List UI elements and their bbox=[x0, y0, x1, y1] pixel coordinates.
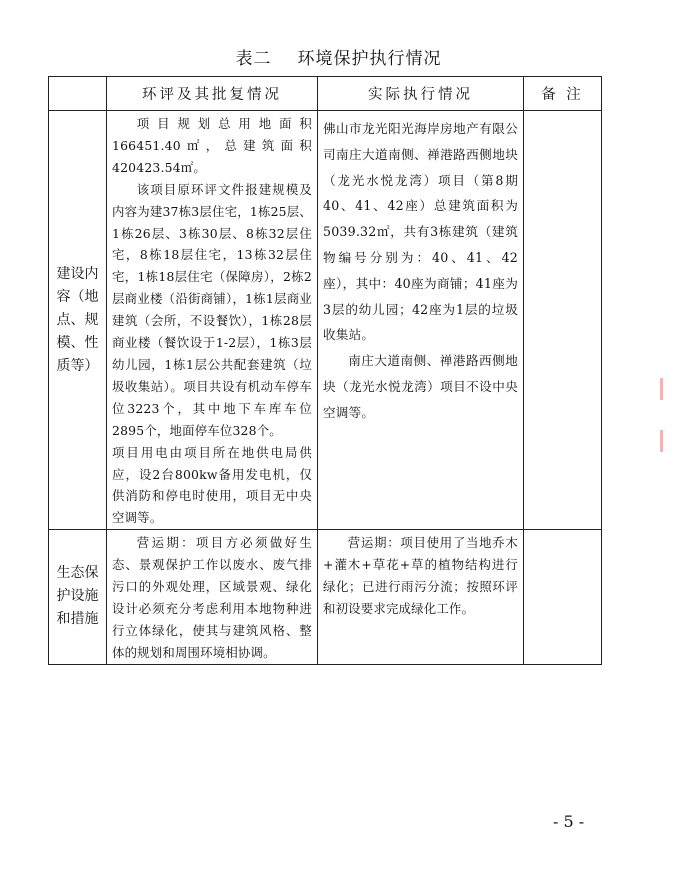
header-actual: 实际执行情况 bbox=[318, 77, 524, 111]
header-remark: 备 注 bbox=[524, 77, 602, 111]
table-row bbox=[49, 530, 602, 664]
eia-paragraph: 营运期：项目方必须做好生态、景观保护工作以废水、废气排污口的外观处理，区域景观、绿化设计必须充分考虑利用本地物种进行立体绿化，使其与建筑风格、整体的规划和周围环境相协调。 bbox=[112, 535, 312, 660]
page-number: - 5 - bbox=[553, 812, 585, 831]
remark-cell bbox=[524, 530, 602, 664]
header-eia: 环评及其批复情况 bbox=[107, 77, 318, 111]
remark-cell bbox=[524, 111, 602, 530]
actual-paragraph: 佛山市龙光阳光海岸房地产有限公司南庄大道南侧、禅港路西侧地块（龙光水悦龙湾）项目（第8期40、41、42座）总建筑面积为5039.32㎡，共有3栋建筑（建筑物编号分别为：40、41、42座），其中：40座为商铺；41座为3层的幼儿园；42座为1层的垃圾收集站。 bbox=[323, 121, 518, 343]
table-title: 环境保护执行情况 bbox=[297, 49, 442, 69]
actual-paragraph: 营运期：项目使用了当地乔木+灌木+草花+草的植物结构进行绿化；已进行雨污分流；按照环评和初设要求完成绿化工作。 bbox=[323, 535, 518, 616]
stamp-mark bbox=[660, 430, 677, 452]
page-title bbox=[0, 44, 677, 69]
eia-paragraph: 项目用电由项目所在地供电局供应，设2台800kw备用发电机，仅供消防和停电时使用，项目无中央空调等。 bbox=[112, 444, 312, 526]
header-row bbox=[49, 77, 602, 111]
actual-cell bbox=[318, 530, 524, 664]
eia-paragraph: 该项目原环评文件报建规模及内容为建37栋3层住宅，1栋25层、1栋26层、3栋30层、8栋32层住宅，8栋18层住宅，13栋32层住宅，1栋18层住宅（保障房），2栋2层商业楼（沿街商铺），1栋1层商业建筑（会所，不设餐饮），1栋28层商业楼（餐饮设于1-2层），1栋3层幼儿园，1栋1层公共配套建筑（垃圾收集站）。项目共设有机动车停车位3223个，其中地下车库车位2895个，地面停车位328个。 bbox=[112, 181, 312, 438]
eia-cell bbox=[107, 111, 318, 530]
eia-cell bbox=[107, 530, 318, 664]
header-category bbox=[49, 77, 107, 111]
row-category: 生态保护设施和措施 bbox=[49, 530, 107, 664]
execution-table bbox=[48, 76, 602, 665]
eia-paragraph: 项目规划总用地面积166451.40㎡，总建筑面积420423.54㎡。 bbox=[112, 116, 312, 175]
table-row bbox=[49, 111, 602, 530]
table-number: 表二 bbox=[235, 49, 272, 69]
stamp-mark bbox=[660, 378, 677, 400]
actual-cell bbox=[318, 111, 524, 530]
actual-paragraph: 南庄大道南侧、禅港路西侧地块（龙光水悦龙湾）项目不设中央空调等。 bbox=[323, 353, 518, 420]
row-category: 建设内容（地点、规模、性质等） bbox=[49, 111, 107, 530]
